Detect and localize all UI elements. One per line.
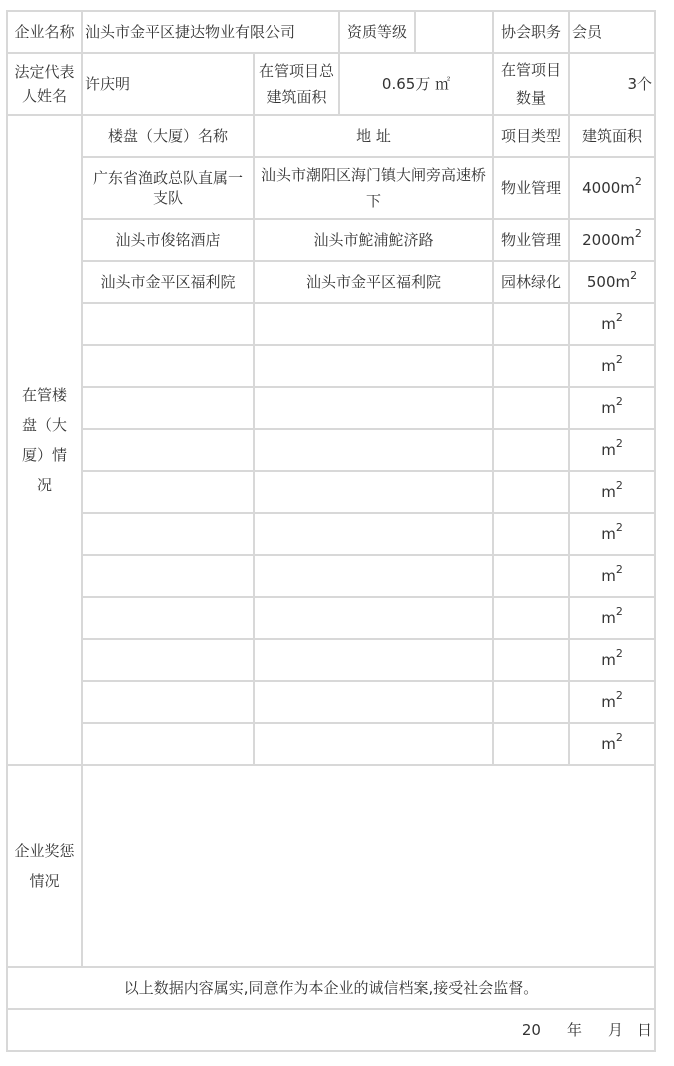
area-unit-superscript: 2 bbox=[630, 269, 638, 282]
building-row bbox=[7, 555, 655, 597]
buildings-section-label-text: 在管楼盘（大厦）情况 bbox=[21, 386, 67, 494]
building-address bbox=[254, 429, 493, 471]
building-area-value: 500 bbox=[586, 273, 616, 291]
building-row bbox=[7, 429, 655, 471]
building-row bbox=[7, 681, 655, 723]
building-area bbox=[569, 303, 655, 345]
building-row bbox=[7, 471, 655, 513]
legal-rep-name: 许庆明 bbox=[82, 53, 254, 115]
date-year-prefix: 20 bbox=[521, 1021, 541, 1039]
area-unit: m bbox=[601, 399, 616, 417]
area-unit-superscript: 2 bbox=[615, 395, 623, 408]
legal-rep-label: 法定代表人姓名 bbox=[7, 53, 82, 115]
building-row bbox=[7, 387, 655, 429]
area-unit-superscript: 2 bbox=[615, 521, 623, 534]
area-unit: m bbox=[615, 273, 631, 291]
area-unit: m bbox=[601, 357, 616, 375]
date-day: 日 bbox=[637, 1021, 653, 1039]
building-row bbox=[7, 261, 655, 303]
building-name bbox=[82, 303, 254, 345]
building-row bbox=[7, 513, 655, 555]
area-unit-superscript: 2 bbox=[615, 605, 623, 618]
area-unit: m bbox=[620, 179, 635, 197]
building-type bbox=[493, 345, 569, 387]
building-address: 汕头市金平区福利院 bbox=[254, 261, 493, 303]
area-unit-superscript: 2 bbox=[615, 731, 623, 744]
area-unit: m bbox=[620, 231, 635, 249]
building-row bbox=[7, 345, 655, 387]
association-role-label: 协会职务 bbox=[493, 11, 569, 53]
building-type bbox=[493, 597, 569, 639]
area-unit: m bbox=[601, 693, 616, 711]
building-address: 汕头市潮阳区海门镇大闸旁高速桥下 bbox=[254, 157, 493, 219]
association-role-value: 会员 bbox=[569, 11, 655, 53]
qualification-label: 资质等级 bbox=[347, 23, 408, 41]
building-row bbox=[7, 219, 655, 261]
building-area bbox=[569, 681, 655, 723]
building-type bbox=[493, 639, 569, 681]
buildings-section-label bbox=[7, 115, 82, 765]
building-address bbox=[254, 345, 493, 387]
date-cell bbox=[7, 1009, 655, 1051]
date-month: 月 bbox=[607, 1021, 623, 1039]
building-area-value: 2000 bbox=[582, 231, 621, 249]
building-address bbox=[254, 639, 493, 681]
total-area-label: 在管项目总建筑面积 bbox=[254, 53, 339, 115]
building-address bbox=[254, 597, 493, 639]
building-address bbox=[254, 387, 493, 429]
building-name bbox=[82, 471, 254, 513]
area-unit-superscript: 2 bbox=[634, 175, 642, 188]
building-type bbox=[493, 513, 569, 555]
building-name bbox=[82, 345, 254, 387]
building-name bbox=[82, 387, 254, 429]
building-address: 汕头市鮀浦鮀济路 bbox=[254, 219, 493, 261]
area-unit-superscript: 2 bbox=[615, 479, 623, 492]
building-area bbox=[569, 555, 655, 597]
building-type bbox=[493, 555, 569, 597]
building-area bbox=[569, 429, 655, 471]
area-unit: m bbox=[601, 651, 616, 669]
building-type: 物业管理 bbox=[493, 219, 569, 261]
building-area bbox=[569, 471, 655, 513]
building-address bbox=[254, 555, 493, 597]
total-area-value: 0.65万 ㎡ bbox=[339, 53, 493, 115]
building-area bbox=[569, 513, 655, 555]
area-unit: m bbox=[601, 735, 616, 753]
project-count-value: 3个 bbox=[569, 53, 655, 115]
qualification-value bbox=[414, 12, 492, 52]
building-name: 汕头市俊铭酒店 bbox=[82, 219, 254, 261]
area-unit-superscript: 2 bbox=[634, 227, 642, 240]
area-unit: m bbox=[601, 567, 616, 585]
building-area-value: 4000 bbox=[582, 179, 621, 197]
building-address bbox=[254, 471, 493, 513]
building-type bbox=[493, 471, 569, 513]
building-type: 物业管理 bbox=[493, 157, 569, 219]
building-name bbox=[82, 555, 254, 597]
building-type bbox=[493, 303, 569, 345]
building-area bbox=[569, 387, 655, 429]
building-type bbox=[493, 387, 569, 429]
awards-label: 企业奖惩情况 bbox=[7, 765, 82, 967]
area-unit-superscript: 2 bbox=[615, 311, 623, 324]
col-header-type: 项目类型 bbox=[493, 115, 569, 157]
building-address bbox=[254, 513, 493, 555]
building-row bbox=[7, 723, 655, 765]
col-header-address: 地 址 bbox=[254, 115, 493, 157]
building-name: 汕头市金平区福利院 bbox=[82, 261, 254, 303]
area-unit-superscript: 2 bbox=[615, 563, 623, 576]
building-row bbox=[7, 303, 655, 345]
building-type bbox=[493, 723, 569, 765]
area-unit: m bbox=[601, 315, 616, 333]
building-area bbox=[569, 639, 655, 681]
declaration-text: 以上数据内容属实,同意作为本企业的诚信档案,接受社会监督。 bbox=[7, 967, 655, 1009]
project-count-label: 在管项目数量 bbox=[493, 53, 569, 115]
col-header-area: 建筑面积 bbox=[569, 115, 655, 157]
company-name-label: 企业名称 bbox=[7, 11, 82, 53]
awards-content bbox=[82, 765, 655, 967]
building-name bbox=[82, 429, 254, 471]
building-type bbox=[493, 429, 569, 471]
building-address bbox=[254, 723, 493, 765]
building-row bbox=[7, 597, 655, 639]
building-area bbox=[569, 219, 655, 261]
building-name bbox=[82, 513, 254, 555]
building-area bbox=[569, 261, 655, 303]
building-type: 园林绿化 bbox=[493, 261, 569, 303]
area-unit: m bbox=[601, 483, 616, 501]
building-name bbox=[82, 597, 254, 639]
date-year: 年 bbox=[566, 1021, 582, 1039]
area-unit: m bbox=[601, 609, 616, 627]
building-name: 广东省渔政总队直属一支队 bbox=[82, 157, 254, 219]
area-unit-superscript: 2 bbox=[615, 437, 623, 450]
area-unit-superscript: 2 bbox=[615, 689, 623, 702]
building-type bbox=[493, 681, 569, 723]
building-area bbox=[569, 345, 655, 387]
building-area bbox=[569, 723, 655, 765]
building-address bbox=[254, 681, 493, 723]
company-name-value: 汕头市金平区捷达物业有限公司 bbox=[82, 11, 339, 53]
building-row bbox=[7, 639, 655, 681]
area-unit: m bbox=[601, 441, 616, 459]
area-unit: m bbox=[601, 525, 616, 543]
enterprise-info-table bbox=[6, 10, 656, 1052]
building-area bbox=[569, 157, 655, 219]
building-row bbox=[7, 157, 655, 219]
building-name bbox=[82, 639, 254, 681]
building-name bbox=[82, 681, 254, 723]
col-header-name: 楼盘（大厦）名称 bbox=[82, 115, 254, 157]
building-address bbox=[254, 303, 493, 345]
qualification-cell bbox=[339, 11, 493, 53]
building-name bbox=[82, 723, 254, 765]
building-area bbox=[569, 597, 655, 639]
area-unit-superscript: 2 bbox=[615, 353, 623, 366]
area-unit-superscript: 2 bbox=[615, 647, 623, 660]
